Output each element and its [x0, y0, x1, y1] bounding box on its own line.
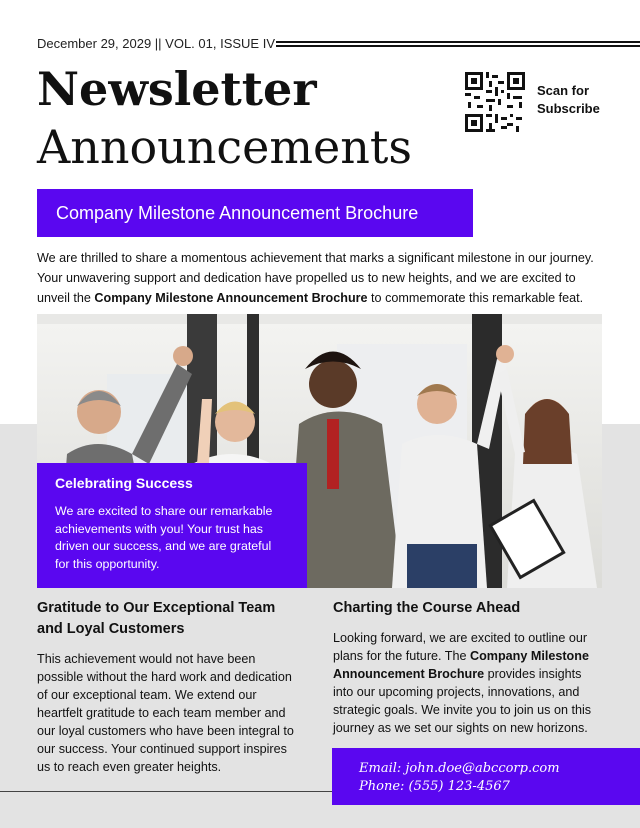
qr-caption — [537, 82, 617, 118]
course-bold-title: Company Milestone Announcement Brochure — [333, 649, 589, 681]
intro-bold-title: Company Milestone Announcement Brochure — [94, 291, 368, 305]
gratitude-section — [37, 598, 302, 776]
page-subtitle: Announcements — [37, 120, 412, 174]
contact-box — [332, 748, 640, 805]
course-text-start: Looking forward, we are excited to outline our plans for the future. The — [333, 631, 588, 663]
success-heading: Celebrating Success — [55, 475, 193, 491]
intro-text-start: We are thrilled to share a momentous achievement that marks a significant milestone in our journey. Your unwavering support and dedication have propelled us to new heights, and we are excited to unveil the — [37, 251, 594, 305]
course-section — [333, 598, 598, 737]
intro-text-end: to commemorate this remarkable feat. — [367, 291, 584, 305]
brochure-banner: Company Milestone Announcement Brochure — [37, 189, 473, 237]
contact-phone[interactable]: Phone: (555) 123-4567 — [359, 779, 510, 794]
celebrating-success-box — [37, 463, 307, 588]
gratitude-heading: Gratitude to Our Exceptional Team and Loyal Customers — [37, 600, 276, 637]
footer-rule — [0, 791, 332, 792]
page-title: Newsletter — [37, 62, 317, 116]
success-body: We are excited to share our remarkable achievements with you! Your trust has driven our success, and we are grateful for this opportunity. — [55, 504, 273, 571]
course-body — [333, 629, 598, 737]
intro-paragraph — [37, 248, 607, 308]
course-text-end: provides insights into our upcoming projects, innovations, and strategic goals. We invite you to join us on this journey as we set our sights on new horizons. — [333, 667, 592, 735]
issue-date: December 29, 2029 || VOL. 01, ISSUE IV — [37, 36, 275, 51]
header-rule-secondary — [276, 45, 640, 47]
contact-email[interactable]: Email: john.doe@abccorp.com — [359, 761, 560, 776]
qr-caption-line1: Scan for — [537, 83, 590, 98]
header-rule — [276, 41, 640, 43]
course-heading: Charting the Course Ahead — [333, 600, 521, 616]
gratitude-body: This achievement would not have been possible without the hard work and dedication of our exceptional team. We extend our heartfelt gratitude to each team member and our loyal customers who have been integral to our success. Your continued support inspires us to reach even greater heights. — [37, 652, 294, 774]
qr-caption-line2: Subscribe — [537, 101, 600, 116]
qr-code-icon[interactable] — [465, 72, 525, 132]
